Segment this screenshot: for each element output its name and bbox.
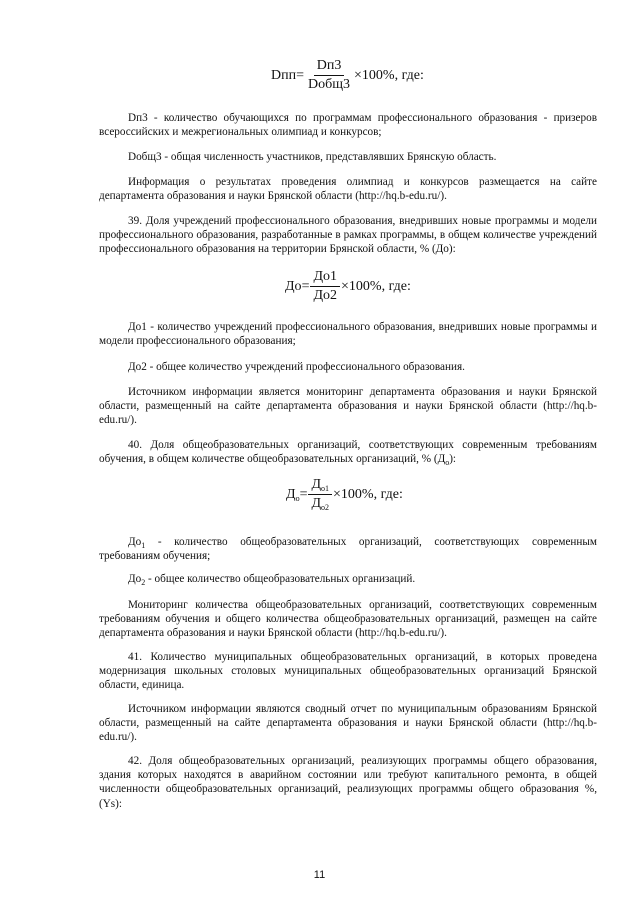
item-40-end: ): (449, 453, 457, 466)
formula-numerator: До1 (310, 270, 340, 287)
paragraph-do1-definition: До1 - количество учреждений профессионального образования, внедривших новые программы и модели профессионального образования; (99, 321, 597, 348)
formula-rhs: ×100%, где: (354, 67, 424, 83)
item-40-text: 40. Доля общеобразовательных организаций, соответствующих современным требованиям обучения, в общем количестве общеобразовательных организаций, % (Д (99, 439, 597, 466)
paragraph-dp3-definition: Dп3 - количество обучающихся по программам профессионального образования - призеров всероссийских и межрегиональных олимпиад и конкурсов; (99, 112, 597, 139)
formula-fraction (310, 270, 340, 303)
formula-lhs: $Д_о$ (286, 486, 300, 503)
paragraph-item-40 (99, 438, 597, 466)
paragraph-olympiad-info: Информация о результатах проведения олимпиад и конкурсов размещается на сайте департамента образования и науки Брянской области (http://hq.b-edu.ru/). (99, 176, 597, 203)
formula-eq: = (296, 67, 305, 83)
paragraph-report-source: Источником информации являются сводный отчет по муниципальным образованиям Брянской области, размещенный на сайте департамента образования и науки Брянской области (http://hq.b-edu.ru/). (99, 703, 597, 744)
paragraph-monitoring-orgs: Мониторинг количества общеобразовательных организаций, соответствующих современным требованиям обучения и общего количества общеобразовательных организаций, размещен на сайте департамента образования и науки Брянской области (http://hq.b-edu.ru/). (99, 599, 597, 640)
formula-rhs: ×100%, где: (333, 486, 403, 502)
paragraph-dobsh3-definition: Dобщ3 - общая численность участников, представлявших Брянскую область. (128, 151, 497, 163)
formula-do-subscript (286, 478, 403, 511)
page-number: 11 (313, 869, 326, 881)
formula-lhs: Dпп (271, 67, 297, 83)
paragraph-item-39: 39. Доля учреждений профессионального образования, внедривших новые программы и модели профессионального образования, разработанные в рамках программы, в общем количестве учреждений профессионального образования на территории Брянской области, % (До): (99, 215, 597, 256)
formula-lhs: До (285, 278, 302, 294)
formula-fraction (308, 478, 332, 511)
item-40-subscript: о (445, 458, 450, 468)
formula-eq: = (299, 486, 308, 502)
formula-denominator: $Д_{о2}$ (311, 496, 330, 512)
formula-denominator: Dобщ3 (308, 77, 351, 92)
formula-eq: = (301, 278, 310, 294)
formula-numerator: Dп3 (314, 59, 345, 76)
paragraph-item-41: 41. Количество муниципальных общеобразовательных организаций, в которых проведена модернизация школьных столовых муниципальных общеобразовательных организаций Брянской области, единица. (99, 651, 597, 692)
paragraph-do2-definition: До2 - общее количество учреждений профессионального образования. (128, 361, 465, 373)
paragraph-do2-orgs-definition: $До_2$ - общее количество общеобразовательных организаций. (128, 573, 416, 587)
formula-denominator: До2 (313, 288, 338, 303)
formula-dpp (271, 59, 424, 92)
paragraph-item-42: 42. Доля общеобразовательных организаций, реализующих программы общего образования, здания которых находятся в аварийном состоянии или требуют капитального ремонта, в общей численности общеобразовательных организаций, реализующих программы общего образования %, (Ys): (99, 755, 597, 810)
formula-fraction (305, 59, 353, 92)
paragraph-do1-orgs-definition: $До_1$ - количество общеобразовательных организаций, соответствующих современным требованиям обучения; (99, 536, 597, 563)
paragraph-monitoring-source: Источником информации является мониторинг департамента образования и науки Брянской области, размещенный на сайте департамента образования и науки Брянской области (http://hq.b-edu.ru/). (99, 386, 597, 427)
formula-do (285, 270, 411, 303)
formula-rhs: ×100%, где: (341, 278, 411, 294)
formula-numerator: $Д_{о1}$ (308, 478, 332, 495)
